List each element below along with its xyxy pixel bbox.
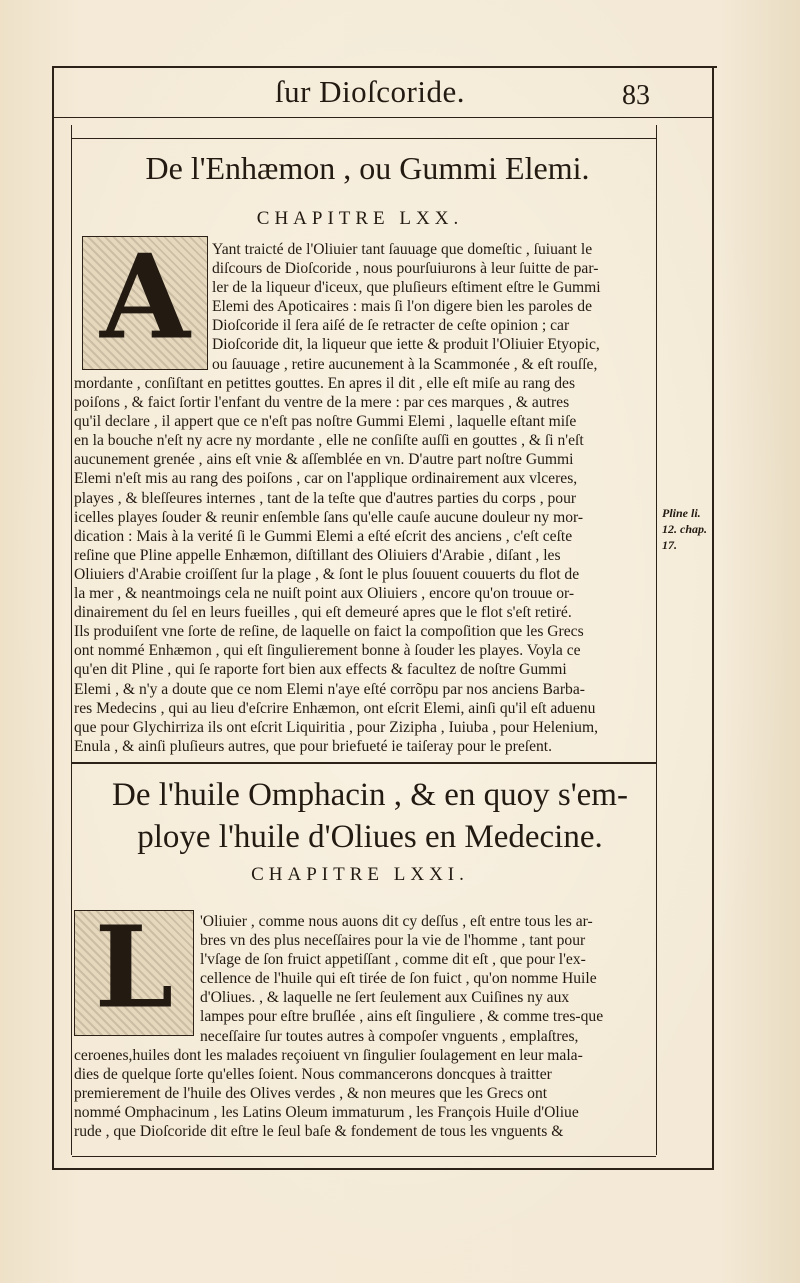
text-line: Dioſcoride dit, la liqueur que iette & produit l'Oliuier Etyopic, [212,336,600,354]
text-line: dication : Mais à la verité ſi le Gummi Elemi a eſté eſcrit des anciens , c'eſt ceſte [74,527,573,545]
text-line: res Medecins , qui au lieu d'eſcrire Enhæmon, ont eſcrit Elemi, ainſi qu'il eſt aduenu [74,699,596,717]
text-line: rude , que Dioſcoride dit eſtre le ſeul baſe & fondement de tous les vnguents & [74,1123,564,1141]
text-line: ler de la liqueur d'iceux, que pluſieurs eſtiment eſtre le Gummi [212,279,601,297]
header-underline [52,117,714,118]
top-rule [52,66,717,68]
section2-title-line1: De l'huile Omphacin , & en quoy s'em- [112,777,628,813]
text-line: l'vſage de ſon fruict appetiſſant , comme dit eſt , que pour l'ex- [200,951,586,969]
margin-note-line: 12. chap. [662,522,707,536]
text-line: ou ſauuage , retire aucunement à la Scammonée , & eſt rouſſe, [212,355,598,373]
text-line: reſine que Pline appelle Enhæmon, diſtillant des Oliuiers d'Arabie , diſant , les [74,546,561,564]
text-line: en la bouche n'eſt ny acre ny mordante , elle ne conſiſte auſſi en gouttes , & ſi n'eſt [74,432,584,450]
text-line: cellence de l'huile qui eſt tirée de ſon fuict , qu'on nomme Huile [200,970,597,988]
text-line: neceſſaire ſur toutes autres à compoſer vnguents , emplaſtres, [200,1027,579,1045]
section1-body-narrow [212,240,652,374]
margin-note [662,505,722,553]
decorated-initial-a [82,229,208,370]
text-line: Ils produiſent vne ſorte de reſine, de laquelle on faict la compoſition que les Grecs [74,623,584,641]
text-line: qu'il declare , il appert que ce n'eſt pas noſtre Gummi Elemi , laquelle eſtant miſe [74,413,577,431]
decorated-initial-l [74,902,194,1036]
text-line: dies de quelque ſorte qu'elles ſoient. Nous commancerons doncques à traitter [74,1066,552,1084]
section2-title-line2: ploye l'huile d'Oliues en Medecine. [137,819,603,855]
initial-letter: A [99,229,190,366]
text-line: Elemi n'eſt mis au rang des poiſons , car on l'applique ordinairement aux vlceres, [74,470,578,488]
text-line: nommé Omphacinum , les Latins Oleum immaturum , les François Huile d'Oliue [74,1104,579,1122]
section1-top-rule [72,138,656,139]
text-line: poiſons , & faict ſortir l'enfant du ventre de la mere : par ces marques , & autres [74,394,570,412]
margin-note-line: Pline li. [662,506,701,520]
text-line: Dioſcoride il ſera aiſé de ſe retracter de ceſte opinion ; car [212,317,570,335]
text-line: Elemi , & n'y a doute que ce nom Elemi n'aye eſté corrõpu par nos anciens Barba- [74,680,585,698]
section2-title [70,774,670,858]
bottom-rule [52,1168,714,1170]
text-line: playes , & bleſſeures internes , tant de la teſte que d'autres parties du corps , pour [74,489,577,507]
text-line: ceroenes,huiles dont les malades reçoiuent vn ſingulier ſoulagement en leur mala- [74,1047,583,1064]
text-line: Elemi des Apoticaires : mais ſi l'on digere bien les paroles de [212,298,592,316]
text-line: icelles playes ſouder & reunir enſemble ſans qu'elle cauſe aucune douleur ny mor- [74,508,584,526]
text-line: que pour Glychirriza ils ont eſcrit Liquiritia , pour Zizipha , Iuiuba , pour Helenium, [74,718,598,736]
initial-letter: L [94,902,174,1034]
section-divider [72,762,656,764]
text-line: premierement de l'huile des Olives verdes , & non meures que les Grecs ont [74,1085,548,1103]
section2-body-narrow [200,912,652,1046]
page-number: 83 [622,80,650,111]
text-line: la mer , & neantmoings cela ne nuiſt point aux Oliuiers , encore qu'on trouue or- [74,585,575,603]
section1-body-full [74,374,652,756]
text-line: aucunement grenée , ains eſt vnie & aſſemblée en vn. D'autre part noſtre Gummi [74,451,574,469]
text-line: dinairement du ſel en leurs fueilles , qui eſt demeuré apres que le flot s'eſt retiré. [74,604,572,622]
text-line: qu'en dit Pline , qui ſe raporte fort bien aux effects & facultez de noſtre Gummi [74,661,567,679]
text-line: mordante , conſiſtant en petittes gouttes. En apres il dit , elle eſt miſe au rang des [74,375,576,392]
left-outer-rule [52,66,54,1170]
text-line: Enula , & ainſi pluſieurs autres, que pour briefueté ie taiſeray pour le preſent. [74,737,553,755]
inner-left-rule [71,125,72,1155]
right-outer-rule [712,66,714,1170]
running-header: ſur Dioſcoride. [274,74,465,109]
section2-body-full [74,1046,652,1141]
section1-chapter: CHAPITRE LXX. [256,208,464,229]
section2-chapter: CHAPITRE LXXI. [251,864,469,885]
text-line: Oliuiers d'Arabie croiſſent ſur la plage , & ſont le plus ſouuent couuerts du flot de [74,565,580,583]
text-line: 'Oliuier , comme nous auons dit cy deſſus , eſt entre tous les ar- [200,913,593,930]
section1-title: De l'Enhæmon , ou Gummi Elemi. [145,150,590,186]
text-line: bres vn des plus neceſſaires pour la vie de l'homme , tant pour [200,932,586,950]
inner-right-rule [656,125,657,1155]
margin-note-line: 17. [662,538,677,552]
text-line: lampes pour eſtre bruſlée , ains eſt ſinguliere , & comme tres-que [200,1008,604,1026]
text-line: ont nommé Enhæmon , qui eſt ſingulierement bonne à ſouder les playes. Voyla ce [74,642,581,660]
text-line: d'Oliues. , & laquelle ne ſert ſeulement aux Cuiſines ny aux [200,989,570,1007]
text-line: Yant traicté de l'Oliuier tant ſauuage que domeſtic , ſuiuant le [212,241,593,258]
text-line: diſcours de Dioſcoride , nous pourſuiurons à leur ſuitte de par- [212,260,599,278]
section2-bottom-rule [72,1156,656,1157]
